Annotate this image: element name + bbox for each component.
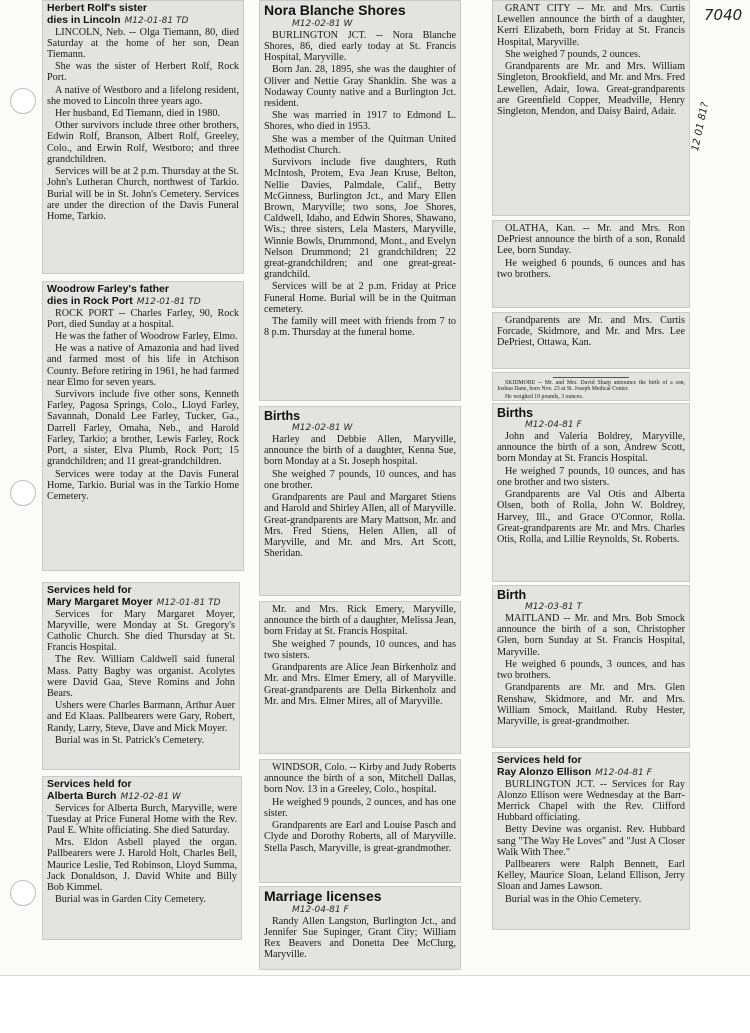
handwritten-date-note: M12-04-81 F (595, 767, 652, 778)
article-paragraph: Mrs. Eldon Asbell played the organ. Pallbearers were J. Harold Holt, Charles Bell, Maurice Leslie, Ted Robinson, Lloyd Summa, Jack Donaldson, J. David White and Billy Bob Kimmel. (47, 837, 237, 894)
clipping-rolf (42, 0, 244, 274)
headline-text: Ray Alonzo Ellison (497, 766, 592, 778)
clipping-ellison (492, 752, 690, 930)
article-paragraph: He weighed 7 pounds, 10 ounces, and has one brother and two sisters. (497, 465, 685, 488)
article-paragraph: LINCOLN, Neb. -- Olga Tiemann, 80, died Saturday at the home of her son, Dean Tiemann. (47, 26, 239, 60)
headline (47, 791, 237, 803)
handwritten-date-note: M12-04-81 F (525, 420, 582, 430)
handwritten-date-note: M12-01-81 TD (124, 15, 189, 26)
headline (497, 767, 685, 779)
headline (264, 889, 456, 905)
binder-hole (10, 88, 36, 114)
clipping-windsor (259, 759, 461, 883)
headline-text: Woodrow Farley's father (47, 284, 169, 295)
clipping-birth3 (492, 585, 690, 748)
article-paragraph: BURLINGTON JCT. -- Services for Ray Alonzo Ellison were Wednesday at the Barr-Merrick Chapel with the Rev. Clifford Hubbard officiating. (497, 778, 685, 824)
article-paragraph: Services for Mary Margaret Moyer, Maryville, were Monday at St. Gregory's Catholic Church. She died Thursday at St. Francis Hospital. (47, 608, 235, 654)
article-paragraph: Grandparents are Paul and Margaret Stiens and Harold and Shirley Allen, all of Maryville. Great-grandparents are Mary Mattson, Mr. and Mrs. Fred Stiens, Helen Allen, all of Maryville, and Mr. and Mrs. Art Scott, Sheridan. (264, 492, 456, 560)
handwritten-date-note: M12-01-81 TD (136, 296, 201, 307)
article-paragraph: Grandparents are Alice Jean Birkenholz and Mr. and Mrs. Elmer Emery, all of Maryville. Great-grandparents are Della Birkenholz and Mr. and Mrs. Elmer Mires, all of Maryville. (264, 662, 456, 707)
article-paragraph: Pallbearers were Ralph Bennett, Earl Kelley, Maurice Sloan, Leland Ellison, Jerry Sloan and James Lawson. (497, 859, 685, 893)
article-paragraph: She weighed 7 pounds, 10 ounces, and has one brother. (264, 468, 456, 491)
article-paragraph: He weighed 9 pounds, 2 ounces, and has one sister. (264, 796, 456, 819)
headline-text: Births (497, 406, 534, 420)
headline (264, 3, 456, 19)
headline-text: Marriage licenses (264, 889, 382, 904)
clipping-skidmore (492, 372, 690, 401)
article-paragraph: Services were today at the Davis Funeral Home, Tarkio. Burial was in the Tarkio Home Cemetery. (47, 468, 239, 502)
clipping-grantcity (492, 0, 690, 216)
article-paragraph: Services for Alberta Burch, Maryville, were Tuesday at Price Funeral Home with the Rev. Paul E. White officiating. She died Saturday. (47, 802, 237, 836)
headline (47, 597, 235, 609)
article-paragraph: Grandparents are Mr. and Mrs. William Singleton, Brookfield, and Mr. and Mrs. Fred Lewellen, Adair, Iowa. Great-grandparents are Greenfield Copper, Meadville, Henry Singleton, Mendon, and Daisy Baird, Adair. (497, 61, 685, 117)
article-paragraph: Other survivors include three other brothers, Edwin Rolf, Branson, Albert Rolf, Greeley, Colo., and Erwin Rolf, Westboro; and three grandchildren. (47, 120, 239, 165)
clipping-burch (42, 776, 242, 940)
article-paragraph: He weighed 6 pounds, 6 ounces and has two brothers. (497, 257, 685, 280)
article-paragraph: ROCK PORT -- Charles Farley, 90, Rock Port, died Sunday at a hospital. (47, 307, 239, 330)
headline-text: Birth (497, 588, 527, 602)
headline-text: dies in Lincoln (47, 14, 121, 26)
headline-text: dies in Rock Port (47, 295, 133, 307)
headline-text: Births (264, 409, 301, 423)
clipping-emery (259, 601, 461, 754)
article-paragraph: Her husband, Ed Tiemann, died in 1980. (55, 108, 220, 120)
binder-hole (10, 480, 36, 506)
clipping-farley (42, 281, 244, 571)
article-paragraph: She was a member of the Quitman United Methodist Church. (264, 133, 456, 156)
article-paragraph: He weighed 6 pounds, 3 ounces, and has two brothers. (497, 658, 685, 682)
clipping-marriage (259, 886, 461, 970)
page-bottom-margin (0, 975, 750, 1033)
handwritten-date-note: M12-01-81 TD (156, 597, 221, 608)
handwritten-date-note: M12-03-81 T (525, 602, 582, 612)
handwritten-side-date: 12 01 81? (690, 101, 712, 153)
article-paragraph: She was married in 1917 to Edmond L. Shores, who died in 1953. (264, 110, 456, 133)
article-paragraph: Burial was in St. Patrick's Cemetery. (55, 734, 205, 746)
article-paragraph: Born Jan. 28, 1895, she was the daughter of Oliver and Nettie Gray Shanklin. She was a Nodaway County native and a Burlington Jct. resident. (264, 64, 456, 109)
clipping-olatha2 (492, 312, 690, 369)
article-paragraph: Survivors include five other sons, Kenneth Farley, Pagosa Springs, Colo., Lloyd Farley, Savannah, Donald Lee Farley, Tucker, Ga., Darrell Farley, Omaha, Neb., and Harold Farley, Tarkio; a brother, Lewis Farley, Rock Port, a sister, Elva Plumb, Rock Port; 15 grandchildren; and 11 great-grandchildren. (47, 389, 239, 468)
headline (497, 588, 685, 602)
article-paragraph: SKIDMORE -- Mr. and Mrs. David Sharp announce the birth of a son, Joshua Dane, born Nov. 23 at St. Joseph Medical Center. (497, 380, 685, 393)
headline (47, 3, 239, 15)
headline (47, 284, 239, 296)
article-paragraph: Grandparents are Earl and Louise Pasch and Clyde and Dorothy Roberts, all of Maryville. Stella Pasch, Maryville, is great-grandmother. (264, 820, 456, 854)
headline (47, 15, 239, 27)
headline-text: Services held for (47, 779, 132, 790)
article-paragraph: Harley and Debbie Allen, Maryville, announce the birth of a daughter, Kenna Sue, born Monday at a St. Joseph hospital. (264, 434, 456, 468)
article-paragraph: He was the father of Woodrow Farley, Elmo. (55, 330, 238, 342)
handwritten-date-note: M12-02-81 W (292, 18, 353, 29)
headline-text: Nora Blanche Shores (264, 3, 406, 18)
article-paragraph: OLATHA, Kan. -- Mr. and Mrs. Ron DePriest announce the birth of a son, Ronald Lee, born Sunday. (497, 223, 685, 257)
headline (497, 406, 685, 420)
article-paragraph: Mr. and Mrs. Rick Emery, Maryville, announce the birth of a daughter, Melissa Jean, born Friday at St. Francis Hospital. (264, 604, 456, 638)
clipping-moyer (42, 582, 240, 770)
article-paragraph: She weighed 7 pounds, 10 ounces, and has two sisters. (264, 638, 456, 661)
headline (47, 296, 239, 308)
headline-text: Services held for (47, 585, 132, 596)
article-paragraph: She weighed 7 pounds, 2 ounces. (505, 48, 641, 60)
article-paragraph: John and Valeria Boldrey, Maryville, announce the birth of a son, Andrew Scott, born Monday at St. Francis Hospital. (497, 431, 685, 465)
article-paragraph: GRANT CITY -- Mr. and Mrs. Curtis Lewellen announce the birth of a daughter, Kerri Elizabeth, born Friday at St. Francis Hospital, Maryville. (497, 3, 685, 48)
article-paragraph: Grandparents are Mr. and Mrs. Curtis Forcade, Skidmore, and Mr. and Mrs. Lee DePriest, Ottawa, Kan. (497, 315, 685, 349)
headline-text: Alberta Burch (47, 790, 117, 802)
article-paragraph: Grandparents are Mr. and Mrs. Glen Renshaw, Skidmore, and Mr. and Mrs. William Smock, Maitland. Ruby Hester, Maryville, is great-grandmother. (497, 682, 685, 727)
article-paragraph: MAITLAND -- Mr. and Mrs. Bob Smock announce the birth of a son, Christopher Glen, born Sunday at St. Francis Hospital, Maryville. (497, 613, 685, 658)
handwritten-date-note: M12-02-81 W (120, 791, 181, 802)
article-paragraph: Burial was in Garden City Cemetery. (55, 894, 206, 906)
article-paragraph: He weighed 10 pounds, 3 ounces. (505, 393, 584, 400)
separator-rule (553, 377, 628, 378)
article-paragraph: Services will be at 2 p.m. Thursday at the St. John's Lutheran Church, northwest of Tarkio. Burial will be in St. John's Cemetery. Services are under the direction of the Davis Funeral Home, Tarkio. (47, 166, 239, 222)
handwritten-page-number: 7040 (704, 6, 743, 24)
clipping-olatha (492, 220, 690, 308)
article-paragraph: Burial was in the Ohio Cemetery. (505, 893, 642, 905)
headline-text: Mary Margaret Moyer (47, 596, 153, 608)
article-paragraph: Betty Devine was organist. Rev. Hubbard sang "The Way He Loves" and "Just A Closer Walk With Thee." (497, 824, 685, 858)
binder-hole (10, 880, 36, 906)
article-paragraph: Ushers were Charles Barmann, Arthur Auer and Ed Klaas. Pallbearers were Gary, Robert, Randy, Larry, Steve, Dave and Mick Moyer. (47, 700, 235, 734)
article-paragraph: Services will be at 2 p.m. Friday at Price Funeral Home. Burial will be in the Quitman cemetery. (264, 281, 456, 315)
article-paragraph: Survivors include five daughters, Ruth McIntosh, Protem, Eva Jean Kruse, Belton, Nellie Davies, Palmdale, Calif., Betty McGinness, Burlington Jct., and Mary Ellen Brown, Maryville; two sons, Joe Shores, Caldwell, Idaho, and Edwin Shores, Shawano, Wis.; three sisters, Lela Masters, Maryville, Winnie Bowls, Drummond, Mont., and Evelyn Nelson Drummond; 21 grandchildren; 22 great-grandchildren; and one great-great-grandchild. (264, 157, 456, 281)
clipping-shores (259, 0, 461, 401)
article-paragraph: Randy Allen Langston, Burlington Jct., and Jennifer Sue Supinger, Grant City; William Rex Beavers and Donetta Dee McClurg, Maryville. (264, 915, 456, 961)
article-paragraph: She was the sister of Herbert Rolf, Rock Port. (47, 61, 239, 84)
article-paragraph: WINDSOR, Colo. -- Kirby and Judy Roberts announce the birth of a son, Mitchell Dallas, born Nov. 13 in a Greeley, Colo., hospital. (264, 762, 456, 796)
article-paragraph: The Rev. William Caldwell said funeral Mass. Patty Bagby was organist. Acolytes were David Gaa, Steve Romins and John Bears. (47, 654, 235, 700)
clipping-births1 (259, 406, 461, 596)
article-paragraph: BURLINGTON JCT. -- Nora Blanche Shores, 86, died early today at St. Francis Hospital, Maryville. (264, 29, 456, 64)
headline-text: Services held for (497, 755, 582, 766)
handwritten-date-note: M12-02-81 W (292, 423, 353, 433)
article-paragraph: The family will meet with friends from 7 to 8 p.m. Thursday at the funeral home. (264, 316, 456, 339)
headline-text: Herbert Rolf's sister (47, 3, 147, 14)
headline (47, 585, 235, 597)
handwritten-date-note: M12-04-81 F (292, 904, 349, 915)
clipping-births2 (492, 403, 690, 582)
article-paragraph: Grandparents are Val Otis and Alberta Olsen, both of Rolla, John W. Boldrey, Harvey, Ill., and Grace O'Connor, Rolla. Great-grandparents are Mr. and Mrs. Charles Otis, Rolla, and Lillie Reynolds, St. Roberts. (497, 489, 685, 545)
headline (264, 409, 456, 423)
headline (47, 779, 237, 791)
article-paragraph: He was a native of Amazonia and had lived and farmed most of his life in Atchison County. Before retiring in 1961, he had farmed near Elmo for seven years. (47, 343, 239, 388)
article-paragraph: A native of Westboro and a lifelong resident, she moved to Lincoln three years ago. (47, 84, 239, 107)
headline (497, 755, 685, 767)
